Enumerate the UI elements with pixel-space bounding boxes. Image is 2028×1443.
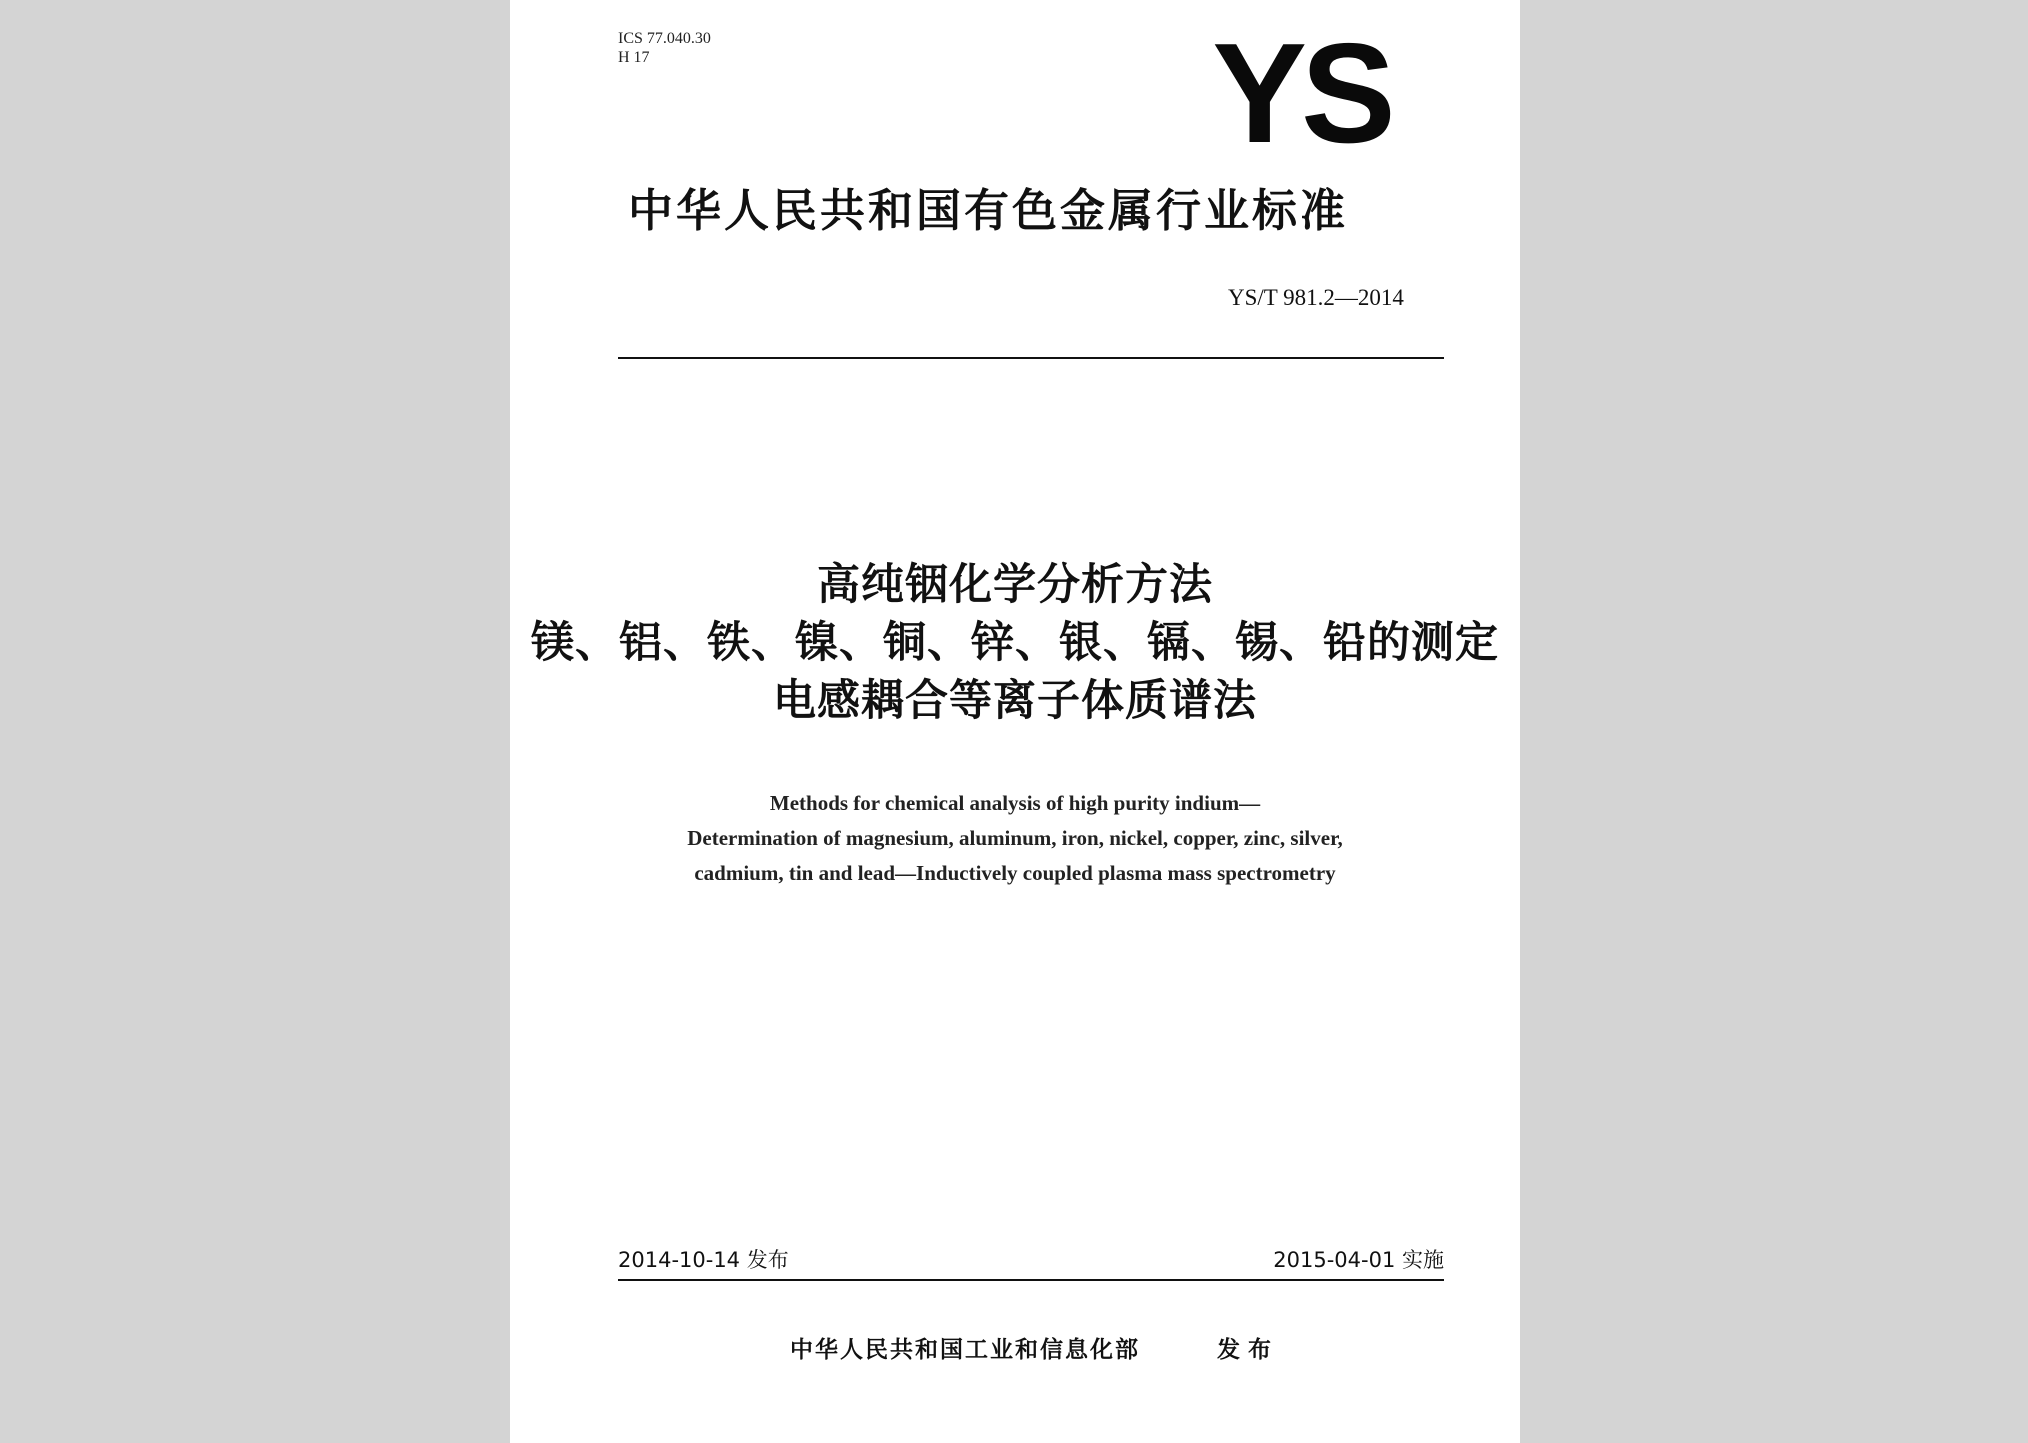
logo-text: YS — [1212, 38, 1390, 150]
chinese-title-line: 镁、铝、铁、镍、铜、锌、银、镉、锡、铅的测定 — [531, 618, 1499, 668]
issuing-authority: 中华人民共和国工业和信息化部 — [790, 1337, 1140, 1363]
english-title — [510, 786, 1520, 891]
header-divider — [618, 357, 1444, 359]
ys-logo — [1192, 38, 1410, 150]
chinese-title-line: 高纯铟化学分析方法 — [817, 560, 1213, 610]
implementation-date: 2015-04-01 实施 — [1273, 1248, 1444, 1272]
classification-block — [618, 29, 711, 67]
english-title-line: Methods for chemical analysis of high purity indium— — [769, 791, 1261, 815]
class-code: H 17 — [618, 49, 650, 66]
issuing-action: 发布 — [1217, 1337, 1279, 1363]
document-page — [510, 0, 1520, 1443]
issue-date: 2014-10-14 发布 — [618, 1248, 789, 1272]
chinese-title-line: 电感耦合等离子体质谱法 — [773, 676, 1257, 726]
english-title-line: Determination of magnesium, aluminum, iron, nickel, copper, zinc, silver, — [687, 826, 1343, 850]
ics-code: ICS 77.040.30 — [618, 30, 711, 47]
chinese-title — [510, 556, 1520, 730]
english-title-line: cadmium, tin and lead—Inductively coupled plasma mass spectrometry — [694, 861, 1336, 885]
standard-organization: 中华人民共和国有色金属行业标准 — [628, 184, 1349, 237]
standard-number: YS/T 981.2—2014 — [1228, 285, 1404, 310]
footer-divider — [618, 1279, 1444, 1281]
